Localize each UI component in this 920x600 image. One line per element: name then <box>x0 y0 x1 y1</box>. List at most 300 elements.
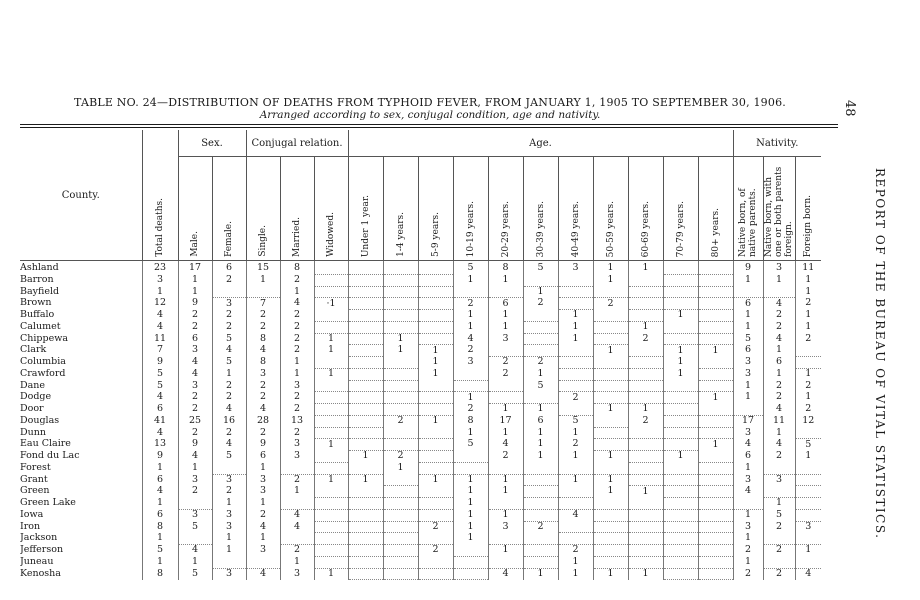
value-cell <box>383 298 418 310</box>
column-header: 40-49 years. <box>558 157 593 261</box>
value-cell <box>733 286 763 298</box>
value-cell <box>348 392 383 404</box>
value-cell <box>558 462 593 474</box>
county-name: Clark <box>20 344 47 356</box>
value-cell <box>593 333 628 345</box>
column-header: 50-59 years. <box>593 157 628 261</box>
value-cell: 1 <box>418 415 453 427</box>
value-cell: 1 <box>795 392 821 404</box>
value-cell <box>523 545 558 557</box>
value-cell <box>663 321 698 333</box>
value-cell: 1 <box>733 380 763 392</box>
value-cell: 1 <box>383 333 418 345</box>
column-header: Native born, with one or both parents foreign. <box>763 157 795 261</box>
value-cell: 1 <box>178 286 212 298</box>
value-cell <box>348 263 383 274</box>
value-cell <box>418 533 453 545</box>
value-cell <box>383 439 418 451</box>
value-cell: 3 <box>280 439 314 451</box>
value-cell: 9 <box>178 298 212 310</box>
county-name: Dane <box>20 380 46 391</box>
value-cell: 1 <box>628 486 663 498</box>
total-cell: 1 <box>142 462 178 474</box>
value-cell: 2 <box>178 310 212 322</box>
value-cell <box>593 321 628 333</box>
value-cell <box>795 357 821 369</box>
value-cell: 2 <box>763 392 795 404</box>
value-cell: 1 <box>418 357 453 369</box>
value-cell: 1 <box>558 568 593 580</box>
value-cell <box>348 274 383 286</box>
value-cell <box>593 368 628 380</box>
total-cell: 5 <box>142 368 178 380</box>
column-header: 30-39 years. <box>523 157 558 261</box>
total-cell: 6 <box>142 404 178 416</box>
value-cell: 3 <box>733 474 763 486</box>
value-cell <box>348 556 383 568</box>
total-cell: 4 <box>142 486 178 498</box>
value-cell: 11 <box>763 415 795 427</box>
county-name: Forest <box>20 462 51 473</box>
value-cell: 4 <box>280 298 314 310</box>
value-cell <box>212 286 246 298</box>
value-cell <box>383 556 418 568</box>
value-cell: 6 <box>488 298 523 310</box>
value-cell: 1 <box>663 368 698 380</box>
value-cell: 5 <box>763 509 795 521</box>
value-cell: 1 <box>523 427 558 439</box>
value-cell <box>383 498 418 510</box>
value-cell <box>628 498 663 510</box>
value-cell: 3 <box>733 368 763 380</box>
table-row <box>20 415 821 427</box>
value-cell: 1 <box>558 427 593 439</box>
value-cell <box>698 474 733 486</box>
value-cell <box>663 545 698 557</box>
value-cell <box>383 263 418 274</box>
value-cell <box>383 568 418 580</box>
county-name: Douglas <box>20 415 60 426</box>
county-name: Bayfield <box>20 286 60 297</box>
value-cell: 4 <box>488 439 523 451</box>
value-cell <box>593 392 628 404</box>
column-header: 70-79 years. <box>663 157 698 261</box>
value-cell <box>314 263 348 274</box>
value-cell: 2 <box>246 509 280 521</box>
value-cell <box>383 286 418 298</box>
value-cell <box>314 486 348 498</box>
value-cell: 2 <box>453 404 488 416</box>
value-cell <box>488 498 523 510</box>
value-cell: 1 <box>453 427 488 439</box>
value-cell: 3 <box>178 380 212 392</box>
value-cell <box>383 392 418 404</box>
value-cell: 5 <box>453 263 488 274</box>
value-cell <box>763 556 795 568</box>
table-row <box>20 486 821 498</box>
value-cell <box>314 310 348 322</box>
value-cell: 2 <box>453 298 488 310</box>
value-cell: 5 <box>523 263 558 274</box>
value-cell <box>795 498 821 510</box>
value-cell: 2 <box>763 321 795 333</box>
total-cell: 1 <box>142 556 178 568</box>
value-cell <box>593 462 628 474</box>
value-cell: 1 <box>348 474 383 486</box>
value-cell <box>593 310 628 322</box>
value-cell: 4 <box>246 345 280 357</box>
value-cell <box>418 486 453 498</box>
table-title: TABLE NO. 24—DISTRIBUTION OF DEATHS FROM TYPHOID FEVER, FROM JANUARY 1, 1905 TO SEPTEMBER 30, 1906. <box>74 96 786 109</box>
value-cell <box>663 415 698 427</box>
value-cell <box>348 404 383 416</box>
total-cell: 3 <box>142 274 178 286</box>
value-cell <box>314 427 348 439</box>
value-cell <box>698 545 733 557</box>
value-cell: 1 <box>558 333 593 345</box>
value-cell: 1 <box>178 462 212 474</box>
total-cell: 12 <box>142 298 178 310</box>
value-cell: 2 <box>212 486 246 498</box>
value-cell <box>763 286 795 298</box>
table-row <box>20 439 821 451</box>
value-cell <box>795 462 821 474</box>
value-cell: 2 <box>558 392 593 404</box>
value-cell <box>628 474 663 486</box>
value-cell: 1 <box>453 498 488 510</box>
value-cell <box>663 263 698 274</box>
value-cell: 2 <box>418 521 453 533</box>
value-cell <box>663 439 698 451</box>
running-head: REPORT OF THE BUREAU OF VITAL STATISTICS. <box>873 168 887 540</box>
value-cell: 1 <box>733 274 763 286</box>
county-name: Barron <box>20 274 54 285</box>
value-cell <box>663 556 698 568</box>
value-cell: 1 <box>453 486 488 498</box>
value-cell: 2 <box>383 415 418 427</box>
value-cell <box>488 392 523 404</box>
value-cell: 1 <box>453 321 488 333</box>
total-cell: 1 <box>142 498 178 510</box>
value-cell: 1 <box>733 556 763 568</box>
value-cell <box>698 263 733 274</box>
value-cell <box>178 498 212 510</box>
value-cell: 1 <box>488 321 523 333</box>
value-cell: 4 <box>178 451 212 463</box>
value-cell: 2 <box>795 380 821 392</box>
value-cell: 1 <box>453 274 488 286</box>
value-cell: 5 <box>178 568 212 580</box>
value-cell <box>348 310 383 322</box>
value-cell <box>558 345 593 357</box>
value-cell: 5 <box>795 439 821 451</box>
column-header: Native born, of native parents. <box>733 157 763 261</box>
value-cell <box>628 462 663 474</box>
value-cell: 4 <box>763 333 795 345</box>
value-cell <box>593 380 628 392</box>
value-cell <box>523 533 558 545</box>
value-cell: 4 <box>280 521 314 533</box>
value-cell <box>663 427 698 439</box>
value-cell <box>733 404 763 416</box>
value-cell: 2 <box>558 545 593 557</box>
value-cell: 1 <box>558 556 593 568</box>
value-cell <box>453 368 488 380</box>
value-cell: 1 <box>593 263 628 274</box>
value-cell <box>558 404 593 416</box>
county-name: Jefferson <box>20 544 64 555</box>
value-cell <box>593 439 628 451</box>
value-cell <box>383 321 418 333</box>
value-cell: 1 <box>280 286 314 298</box>
value-cell <box>383 368 418 380</box>
value-cell <box>523 509 558 521</box>
value-cell <box>558 521 593 533</box>
value-cell: 2 <box>383 451 418 463</box>
value-cell: 3 <box>453 357 488 369</box>
value-cell <box>314 498 348 510</box>
value-cell: 2 <box>280 545 314 557</box>
table-row <box>20 568 821 580</box>
value-cell: 4 <box>733 486 763 498</box>
value-cell <box>383 545 418 557</box>
value-cell: 2 <box>246 321 280 333</box>
value-cell <box>348 439 383 451</box>
value-cell: 1 <box>488 274 523 286</box>
value-cell: 2 <box>212 274 246 286</box>
value-cell: 1 <box>733 533 763 545</box>
value-cell: 1 <box>628 321 663 333</box>
value-cell <box>212 556 246 568</box>
table-subtitle: Arranged according to sex, conjugal condition, age and nativity. <box>259 109 601 121</box>
value-cell <box>558 498 593 510</box>
table-row <box>20 310 821 322</box>
value-cell: 25 <box>178 415 212 427</box>
table-row <box>20 427 821 439</box>
value-cell <box>763 486 795 498</box>
value-cell: 2 <box>558 439 593 451</box>
value-cell: 2 <box>763 568 795 580</box>
value-cell: 1 <box>488 474 523 486</box>
value-cell <box>314 509 348 521</box>
value-cell <box>523 333 558 345</box>
value-cell: 6 <box>733 345 763 357</box>
value-cell: 1 <box>212 545 246 557</box>
value-cell <box>348 462 383 474</box>
value-cell <box>348 357 383 369</box>
value-cell: 2 <box>212 310 246 322</box>
value-cell: 2 <box>280 345 314 357</box>
value-cell: 4 <box>212 345 246 357</box>
value-cell <box>558 486 593 498</box>
total-cell: 9 <box>142 357 178 369</box>
table-row <box>20 274 821 286</box>
value-cell: 1 <box>418 474 453 486</box>
value-cell: 3 <box>763 263 795 274</box>
total-cell: 5 <box>142 545 178 557</box>
value-cell: 1 <box>453 474 488 486</box>
table-row <box>20 392 821 404</box>
total-cell: 8 <box>142 521 178 533</box>
value-cell: 2 <box>212 427 246 439</box>
column-header: 80+ years. <box>698 157 733 261</box>
column-header: 20-29 years. <box>488 157 523 261</box>
value-cell: 4 <box>763 404 795 416</box>
value-cell <box>795 509 821 521</box>
value-cell: 2 <box>523 521 558 533</box>
value-cell: 1 <box>593 474 628 486</box>
value-cell <box>698 415 733 427</box>
value-cell <box>558 274 593 286</box>
value-cell: 2 <box>523 298 558 310</box>
value-cell <box>383 357 418 369</box>
value-cell: 3 <box>733 521 763 533</box>
value-cell: 1 <box>314 368 348 380</box>
value-cell: 2 <box>178 404 212 416</box>
value-cell <box>663 286 698 298</box>
value-cell <box>348 415 383 427</box>
value-cell <box>523 462 558 474</box>
value-cell: 2 <box>178 392 212 404</box>
total-cell: 23 <box>142 263 178 274</box>
value-cell: 6 <box>246 451 280 463</box>
value-cell: 17 <box>178 263 212 274</box>
value-cell: 1 <box>212 368 246 380</box>
value-cell: 1 <box>488 486 523 498</box>
value-cell: 2 <box>795 404 821 416</box>
value-cell <box>663 486 698 498</box>
value-cell <box>418 321 453 333</box>
value-cell <box>593 521 628 533</box>
value-cell <box>348 298 383 310</box>
value-cell <box>488 533 523 545</box>
value-cell: 4 <box>246 568 280 580</box>
value-cell: 2 <box>763 310 795 322</box>
table-row <box>20 368 821 380</box>
value-cell: 1 <box>763 368 795 380</box>
column-header: Female. <box>212 157 246 261</box>
value-cell: 4 <box>246 404 280 416</box>
value-cell <box>383 380 418 392</box>
value-cell <box>698 486 733 498</box>
value-cell: 1 <box>418 345 453 357</box>
value-cell <box>698 521 733 533</box>
value-cell <box>628 533 663 545</box>
value-cell <box>523 498 558 510</box>
value-cell <box>663 474 698 486</box>
value-cell <box>628 310 663 322</box>
value-cell <box>418 509 453 521</box>
total-deaths-header: Total deaths. <box>142 130 178 261</box>
value-cell <box>314 462 348 474</box>
value-cell: 13 <box>280 415 314 427</box>
value-cell <box>698 451 733 463</box>
value-cell: 1 <box>523 286 558 298</box>
value-cell <box>698 556 733 568</box>
value-cell: 3 <box>212 568 246 580</box>
value-cell <box>383 427 418 439</box>
value-cell: 1 <box>280 357 314 369</box>
value-cell <box>418 333 453 345</box>
value-cell <box>314 404 348 416</box>
column-header: 5-9 years. <box>418 157 453 261</box>
value-cell <box>418 462 453 474</box>
value-cell <box>488 556 523 568</box>
value-cell: 1 <box>593 274 628 286</box>
value-cell: 1 <box>453 509 488 521</box>
value-cell <box>418 392 453 404</box>
value-cell <box>795 427 821 439</box>
value-cell: 1 <box>733 462 763 474</box>
value-cell: 5 <box>212 357 246 369</box>
value-cell: 5 <box>558 415 593 427</box>
column-header: Under 1 year. <box>348 157 383 261</box>
value-cell <box>795 556 821 568</box>
value-cell: 4 <box>558 509 593 521</box>
value-cell <box>348 345 383 357</box>
total-cell: 11 <box>142 333 178 345</box>
value-cell: 4 <box>178 357 212 369</box>
value-cell: 2 <box>733 568 763 580</box>
value-cell <box>418 380 453 392</box>
value-cell <box>698 568 733 580</box>
county-name: Iron <box>20 521 41 532</box>
value-cell: 1 <box>593 568 628 580</box>
value-cell <box>418 263 453 274</box>
value-cell <box>628 392 663 404</box>
table-row <box>20 545 821 557</box>
value-cell <box>348 333 383 345</box>
value-cell: 1 <box>212 498 246 510</box>
value-cell: 1 <box>628 404 663 416</box>
value-cell: 1 <box>246 274 280 286</box>
value-cell <box>453 451 488 463</box>
value-cell: 2 <box>246 427 280 439</box>
table-row <box>20 509 821 521</box>
value-cell <box>314 415 348 427</box>
county-name: Dunn <box>20 427 46 438</box>
column-header: 60-69 years. <box>628 157 663 261</box>
value-cell: 1 <box>763 427 795 439</box>
total-cell: 8 <box>142 568 178 580</box>
value-cell: 8 <box>280 263 314 274</box>
value-cell: 3 <box>488 333 523 345</box>
value-cell: 1 <box>488 427 523 439</box>
value-cell <box>795 474 821 486</box>
value-cell: 1 <box>212 533 246 545</box>
value-cell <box>383 474 418 486</box>
value-cell: 2 <box>628 333 663 345</box>
value-cell <box>523 321 558 333</box>
value-cell <box>314 274 348 286</box>
value-cell: 15 <box>246 263 280 274</box>
value-cell: 1 <box>383 345 418 357</box>
value-cell: 2 <box>280 310 314 322</box>
value-cell: 2 <box>453 345 488 357</box>
value-cell: 6 <box>178 333 212 345</box>
county-name: Green Lake <box>20 497 76 508</box>
value-cell: 1 <box>523 568 558 580</box>
value-cell <box>246 556 280 568</box>
value-cell <box>383 404 418 416</box>
value-cell: 1 <box>795 274 821 286</box>
value-cell <box>698 533 733 545</box>
value-cell: 8 <box>246 357 280 369</box>
value-cell: 3 <box>178 509 212 521</box>
value-cell: 1 <box>523 451 558 463</box>
value-cell: 1 <box>314 568 348 580</box>
value-cell <box>628 380 663 392</box>
